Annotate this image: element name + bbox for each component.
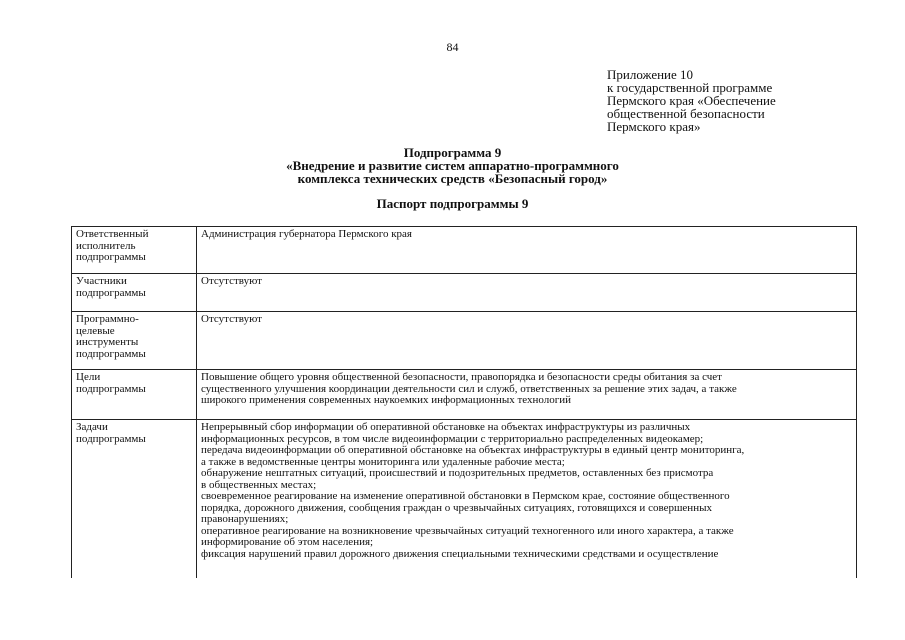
label-line: подпрограммы: [76, 347, 146, 360]
subprogram-title: [0, 146, 905, 185]
table-row: [72, 274, 857, 312]
passport-title: Паспорт подпрограммы 9: [376, 196, 529, 211]
table-row: [72, 420, 857, 579]
table-row: [72, 370, 857, 420]
value-line: Повышение общего уровня общественной безопасности, правопорядка и безопасности среды обитания за счет: [201, 371, 722, 383]
row-value: [197, 274, 857, 312]
value-line: Отсутствуют: [201, 275, 262, 287]
label-line: целевые: [76, 324, 115, 337]
table-row: [72, 312, 857, 370]
value-line: Администрация губернатора Пермского края: [201, 228, 412, 240]
label-line: Участники: [76, 275, 127, 287]
label-line: подпрограммы: [76, 432, 146, 445]
label-line: Цели: [76, 371, 101, 383]
value-line: фиксация нарушений правил дорожного движения специальными техническими средствами и осуществление: [201, 547, 719, 560]
appendix-line: Пермского края»: [607, 119, 701, 134]
row-label: [72, 420, 197, 579]
label-line: инструменты: [76, 336, 139, 348]
value-line: обнаружение нештатных ситуаций, происшествий и подозрительных предметов, оставленных без присмотра: [201, 467, 714, 479]
value-line: информационных ресурсов, в том числе видеоинформации с территориально распределенных видеокамер;: [201, 432, 704, 445]
value-line: в общественных местах;: [201, 478, 317, 491]
row-label: [72, 227, 197, 274]
table-row: [72, 227, 857, 274]
row-label: [72, 274, 197, 312]
label-line: Программно-: [76, 313, 139, 325]
value-line: Непрерывный сбор информации об оперативной обстановке на объектах инфраструктуры из различных: [201, 421, 691, 433]
label-line: исполнитель: [76, 239, 136, 252]
value-line: существенного улучшения координации деятельности сил и служб, ответственных за решение этих задач, а также: [201, 382, 737, 395]
label-line: Задачи: [76, 421, 108, 433]
row-label: [72, 370, 197, 420]
appendix-note: [607, 68, 776, 133]
value-line: оперативное реагирование на возникновение чрезвычайных ситуаций техногенного или иного характера, а также: [201, 524, 734, 537]
label-line: Ответственный: [76, 228, 149, 240]
value-line: информирование об этом населения;: [201, 536, 374, 548]
row-value: [197, 370, 857, 420]
appendix-line: к государственной программе: [607, 80, 773, 95]
title-line: «Внедрение и развитие систем аппаратно-программного: [286, 158, 619, 173]
label-line: подпрограммы: [76, 382, 146, 395]
title-line: комплекса технических средств «Безопасный город»: [297, 171, 608, 186]
appendix-line: Пермского края «Обеспечение: [607, 93, 776, 108]
label-line: подпрограммы: [76, 286, 146, 299]
appendix-line: Приложение 10: [607, 67, 694, 82]
value-line: порядка, дорожного движения, сообщения граждан о чрезвычайных ситуациях, готовящихся и совершенных: [201, 501, 712, 514]
value-line: а также в ведомственные центры мониторинга или удаленные рабочие места;: [201, 455, 565, 468]
passport-table: [71, 226, 857, 578]
value-line: Отсутствуют: [201, 313, 262, 325]
appendix-line: общественной безопасности: [607, 106, 765, 121]
row-value: [197, 227, 857, 274]
value-line: своевременное реагирование на изменение оперативной обстановки в Пермском крае, состояние общественного: [201, 490, 730, 502]
row-value: [197, 312, 857, 370]
value-line: правонарушениях;: [201, 513, 289, 525]
row-value: [197, 420, 857, 579]
title-line: Подпрограмма 9: [403, 145, 502, 160]
label-line: подпрограммы: [76, 251, 146, 263]
value-line: широкого применения современных наукоемких информационных технологий: [201, 394, 572, 406]
value-line: передача видеоинформации об оперативной обстановке на объектах инфраструктуры в единый центр мониторинга,: [201, 444, 745, 456]
row-label: [72, 312, 197, 370]
page-number: 84: [446, 40, 459, 54]
